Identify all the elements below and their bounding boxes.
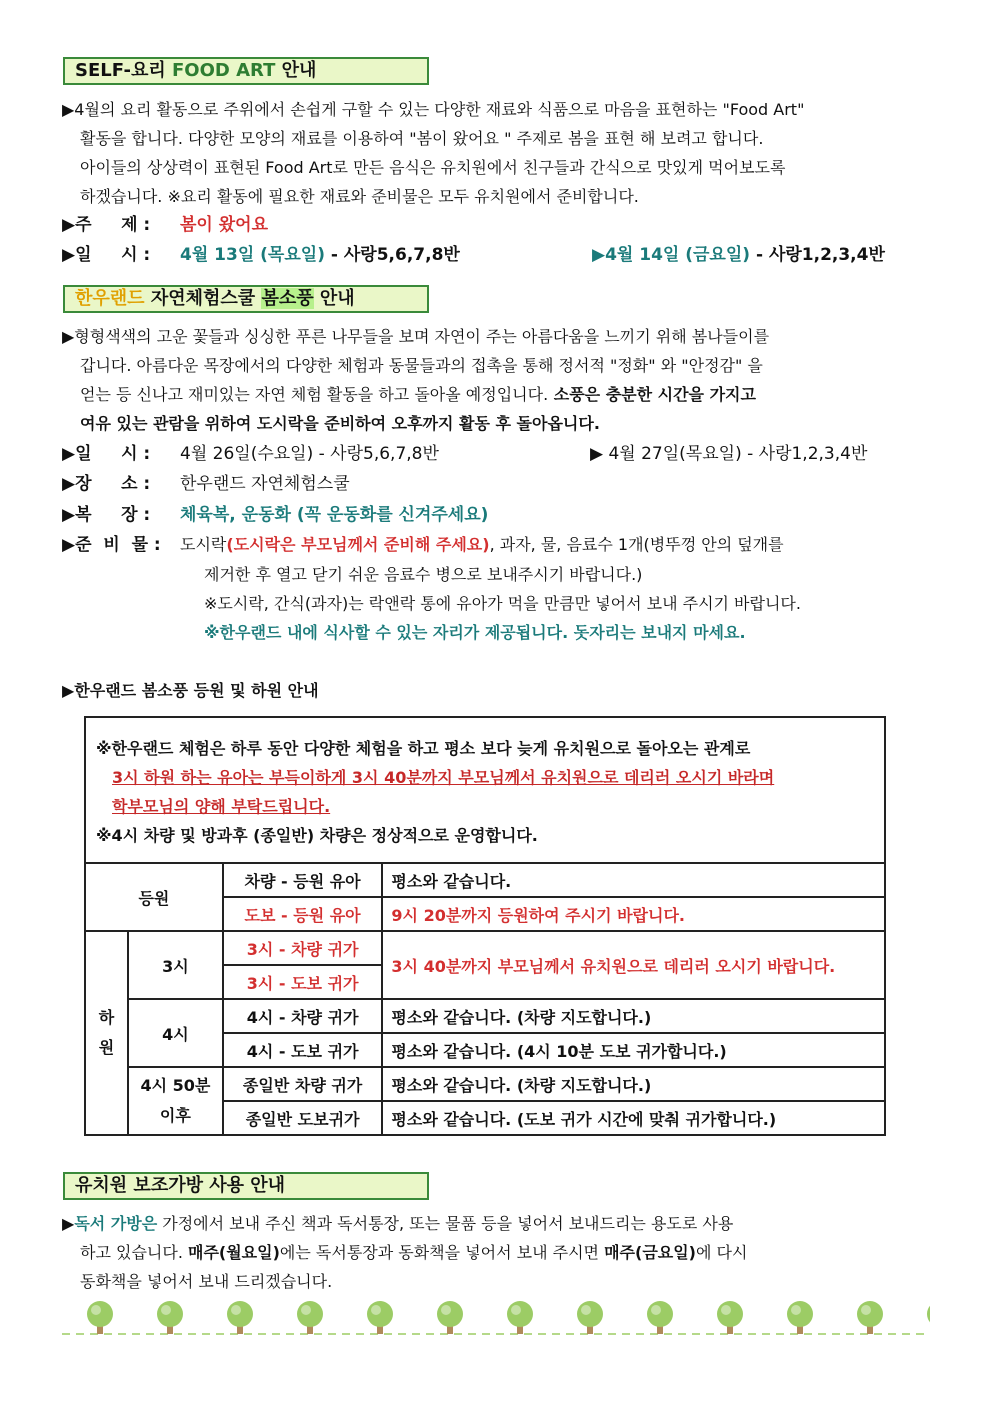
food-art-theme-value: 봄이 왔어요 — [180, 215, 269, 235]
picnic-clothes-label: ▶복 장 : — [62, 505, 151, 525]
table-row — [85, 931, 885, 965]
picnic-place-value: 한우랜드 자연체험스쿨 — [180, 474, 350, 494]
notice-red1: 3시 하원 하는 유아는 부득이하게 3시 40분까지 부모님께서 유치원으로 데리러 오시기 바라며 — [112, 768, 775, 787]
notice-red2: 학부모님의 양해 부탁드립니다. — [112, 797, 331, 816]
food-art-header — [63, 57, 429, 85]
picnic-items-row — [62, 532, 784, 558]
r6-info: 평소와 같습니다. (4시 10분 도보 귀가합니다.) — [382, 1033, 885, 1067]
picnic-line3-wrap — [62, 380, 932, 409]
r1-info: 평소와 같습니다. — [382, 863, 885, 897]
picnic-title-part3: 안내 — [313, 288, 355, 309]
group-3pm: 3시 — [128, 931, 223, 999]
bag-line2-b1: 매주(월요일) — [188, 1243, 280, 1262]
picnic-title-part1: 한우랜드 — [75, 288, 145, 309]
bag-line2-b2: 매주(금요일) — [604, 1243, 696, 1262]
group-4pm: 4시 — [128, 999, 223, 1067]
food-art-line3: 아이들의 상상력이 표현된 Food Art로 만든 음식은 유치원에서 친구들과 간식으로 맛있게 먹어보도록 — [80, 158, 786, 177]
picnic-items-line3: ※도시락, 간식(과자)는 락앤락 통에 유아가 먹을 만큼만 넣어서 보내 주시기 바랍니다. — [204, 594, 801, 613]
tree-icon — [507, 1301, 533, 1334]
bag-line2-wrap — [62, 1238, 932, 1267]
r5-type: 4시 - 차량 귀가 — [223, 999, 383, 1033]
picnic-title-accent: 봄소풍 — [261, 288, 314, 309]
food-art-date1: 4월 13일 (목요일) — [180, 245, 325, 265]
pickup-heading: ▶한우랜드 봄소풍 등원 및 하원 안내 — [62, 681, 319, 700]
bag-line2-post: 에 다시 — [696, 1243, 748, 1262]
food-art-theme-row — [62, 212, 268, 238]
tree-icon — [87, 1301, 113, 1334]
tree-icon — [647, 1301, 673, 1334]
food-art-body — [62, 95, 932, 211]
picnic-header — [63, 285, 429, 313]
group-after: 4시 50분 이후 — [128, 1067, 223, 1135]
tree-icon — [437, 1301, 463, 1334]
notice-line2: ※4시 차량 및 방과후 (종일반) 차량은 정상적으로 운영합니다. — [96, 826, 538, 845]
r3-type: 3시 - 차량 귀가 — [223, 931, 383, 965]
tree-icon — [297, 1301, 323, 1334]
tree-icon — [577, 1301, 603, 1334]
r7-info: 평소와 같습니다. (차량 지도합니다.) — [382, 1067, 885, 1101]
r2-type: 도보 - 등원 유아 — [223, 897, 383, 931]
table-row — [85, 863, 885, 897]
bag-line1-wrap — [62, 1209, 932, 1238]
picnic-items-post: , 과자, 물, 음료수 1개(병뚜껑 안의 덮개를 — [489, 535, 784, 554]
bag-header — [63, 1172, 429, 1200]
picnic-place-row — [62, 471, 350, 497]
tree-icon — [927, 1301, 930, 1334]
picnic-date1: 4월 26일(수요일) - 사랑5,6,7,8반 — [180, 444, 439, 464]
picnic-clothes-row — [62, 502, 488, 528]
bag-line1-prefix: ▶ — [62, 1214, 75, 1233]
r7-type: 종일반 차량 귀가 — [223, 1067, 383, 1101]
food-art-theme-label: ▶주 제 : — [62, 215, 151, 235]
picnic-body — [62, 322, 932, 438]
picnic-line3: 얻는 등 신나고 재미있는 자연 체험 활동을 하고 돌아올 예정입니다. — [80, 385, 549, 404]
pickup-notice — [84, 716, 886, 862]
r4-type: 3시 - 도보 귀가 — [223, 965, 383, 999]
tree-icon — [227, 1301, 253, 1334]
bag-line2-mid: 에는 독서통장과 동화책을 넣어서 보내 주시면 — [279, 1243, 605, 1262]
picnic-items-line4: ※한우랜드 내에 식사할 수 있는 자리가 제공됩니다. 돗자리는 보내지 마세요. — [204, 623, 746, 642]
picnic-items-red: (도시락은 부모님께서 준비해 주세요) — [226, 535, 490, 554]
table-row — [85, 1067, 885, 1101]
food-art-line2: 활동을 합니다. 다양한 모양의 재료를 이용하여 "봄이 왔어요 " 주제로 봄을 표현 해 보려고 합니다. — [80, 129, 764, 148]
bag-title: 유치원 보조가방 사용 안내 — [75, 1175, 286, 1196]
r5-info: 평소와 같습니다. (차량 지도합니다.) — [382, 999, 885, 1033]
tree-icon — [857, 1301, 883, 1334]
food-art-date2: ▶4월 14일 (금요일) — [592, 245, 751, 265]
food-art-date2-wrap — [592, 242, 885, 268]
tree-icon — [787, 1301, 813, 1334]
picnic-title-part2: 자연체험스쿨 — [144, 288, 262, 309]
picnic-line3-bold: 소풍은 충분한 시간을 가지고 — [548, 385, 756, 404]
tree-icon — [157, 1301, 183, 1334]
food-art-title-part1: SELF-요리 — [75, 60, 172, 81]
picnic-clothes-value: 체육복, 운동화 (꼭 운동화를 신겨주세요) — [180, 505, 489, 525]
food-art-date-row — [62, 242, 932, 268]
food-art-line4: 하겠습니다. ※요리 활동에 필요한 재료와 준비물은 모두 유치원에서 준비합니다. — [80, 187, 639, 206]
picnic-date-label: ▶일 시 : — [62, 444, 151, 464]
food-art-title-part2: 안내 — [275, 60, 317, 81]
notice-line1: ※한우랜드 체험은 하루 동안 다양한 체험을 하고 평소 보다 늦게 유치원으로 돌아오는 관계로 — [96, 739, 751, 758]
r8-info: 평소와 같습니다. (도보 귀가 시간에 맞춰 귀가합니다.) — [382, 1101, 885, 1135]
picnic-line1: ▶형형색색의 고운 꽃들과 싱싱한 푸른 나무들을 보며 자연이 주는 아름다움을 느끼기 위해 봄나들이를 — [62, 327, 770, 346]
bag-body — [62, 1209, 932, 1296]
pickup-schedule-table — [84, 862, 886, 1136]
bag-line1-rest: 가정에서 보내 주신 책과 독서통장, 또는 물품 등을 넣어서 보내드리는 용도로 사용 — [157, 1214, 734, 1233]
bag-line1-teal: 독서 가방은 — [74, 1214, 158, 1233]
bag-line2-pre: 하고 있습니다. — [80, 1243, 188, 1262]
r2-info: 9시 20분까지 등원하여 주시기 바랍니다. — [382, 897, 885, 931]
picnic-line2: 갑니다. 아름다운 목장에서의 다양한 체험과 동물들과의 접촉을 통해 정서적 "정화" 와 "안정감" 을 — [80, 356, 763, 375]
tree-icon — [717, 1301, 743, 1334]
picnic-date-row — [62, 441, 932, 467]
picnic-place-label: ▶장 소 : — [62, 474, 151, 494]
arrive-cell: 등원 — [85, 863, 223, 931]
r6-type: 4시 - 도보 귀가 — [223, 1033, 383, 1067]
r34-info: 3시 40분까지 부모님께서 유치원으로 데리러 오시기 바랍니다. — [382, 931, 885, 999]
food-art-date-label: ▶일 시 : — [62, 245, 151, 265]
picnic-items-line2: 제거한 후 열고 닫기 쉬운 음료수 병으로 보내주시기 바랍니다.) — [204, 565, 643, 584]
tree-icon — [367, 1301, 393, 1334]
picnic-date2: ▶ 4월 27일(목요일) - 사랑1,2,3,4반 — [590, 444, 868, 464]
picnic-items-pre: 도시락 — [180, 535, 227, 554]
r1-type: 차량 - 등원 유아 — [223, 863, 383, 897]
food-art-date1-group: - 사랑5,6,7,8반 — [324, 245, 460, 265]
bag-line3: 동화책을 넣어서 보내 드리겠습니다. — [80, 1272, 333, 1291]
depart-cell: 하 원 — [85, 931, 128, 1135]
food-art-line1: ▶4월의 요리 활동으로 주위에서 손쉽게 구할 수 있는 다양한 재료와 식품으로 마음을 표현하는 "Food Art" — [62, 100, 805, 119]
tree-border-decoration — [62, 1300, 930, 1344]
r8-type: 종일반 도보귀가 — [223, 1101, 383, 1135]
food-art-title-accent: FOOD ART — [172, 60, 276, 81]
picnic-items-label: ▶준 비 물 : — [62, 535, 161, 555]
picnic-line4: 여유 있는 관람을 위하여 도시락을 준비하여 오후까지 활동 후 돌아옵니다. — [80, 414, 600, 433]
table-row — [85, 999, 885, 1033]
food-art-date2-group: - 사랑1,2,3,4반 — [750, 245, 885, 265]
